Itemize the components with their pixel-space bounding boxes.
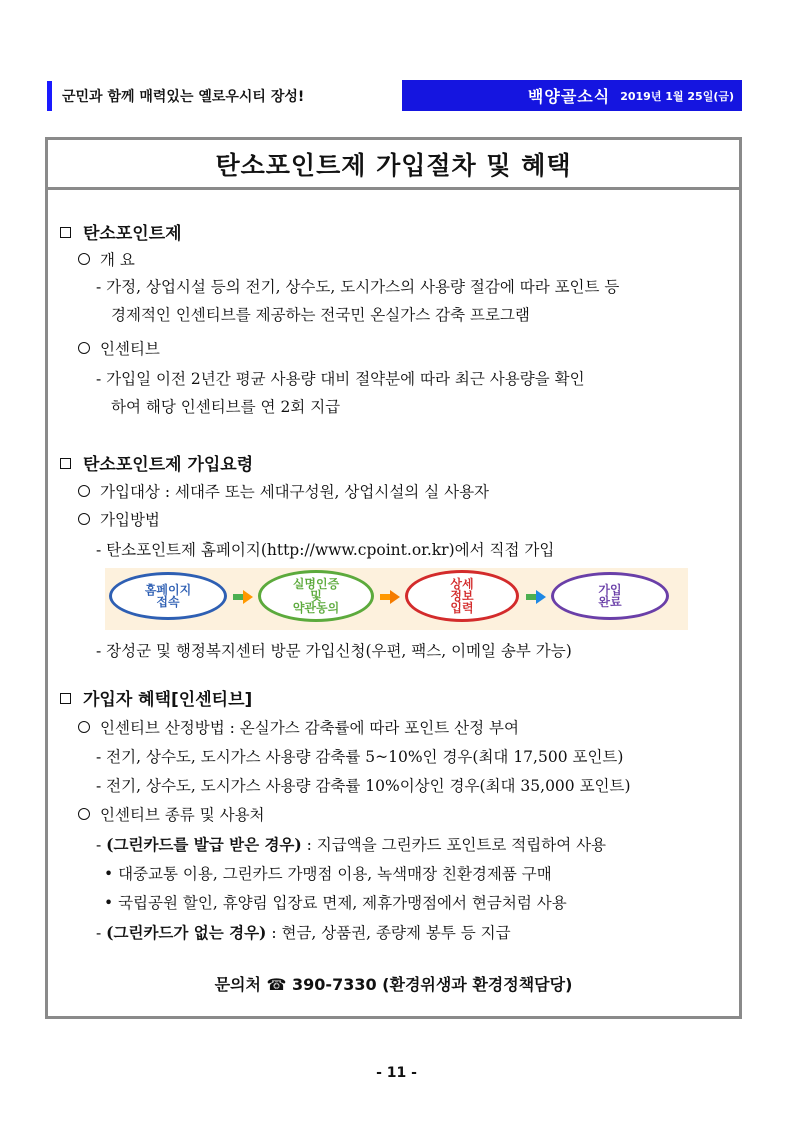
join-online: - 탄소포인트제 홈페이지(http://www.cpoint.or.kr)에서 직접 가입 — [96, 541, 555, 559]
circle-bullet-icon — [78, 342, 90, 354]
join-offline: - 장성군 및 행정복지센터 방문 가입신청(우편, 팩스, 이메일 송부 가능) — [96, 642, 572, 660]
page-title: 탄소포인트제 가입절차 및 혜택 — [215, 150, 572, 180]
benefit-rate-2: - 전기, 상수도, 도시가스 사용량 감축률 10%이상인 경우(최대 35,000 포인트) — [96, 777, 631, 795]
incentive-line-1: - 가입일 이전 2년간 평균 사용량 대비 절약분에 따라 최근 사용량을 확인 — [96, 370, 585, 388]
arrow-right-icon — [380, 589, 400, 608]
benefit-rate-1: - 전기, 상수도, 도시가스 사용량 감축률 5~10%인 경우(최대 17,500 포인트) — [96, 748, 624, 766]
incentive-line-2: 하여 해당 인센티브를 연 2회 지급 — [111, 398, 341, 416]
green-card-bullet-2: • 국립공원 할인, 휴양림 입장료 면제, 제휴가맹점에서 현금처럼 사용 — [104, 894, 567, 912]
join-method: 가입방법 — [78, 508, 160, 530]
green-card-line: - (그린카드를 발급 받은 경우) : 지급액을 그린카드 포인트로 적립하여 사용 — [96, 835, 607, 854]
circle-bullet-icon — [78, 808, 90, 820]
overview-line-2: 경제적인 인센티브를 제공하는 전국민 온실가스 감축 프로그램 — [111, 306, 530, 324]
circle-bullet-icon — [78, 485, 90, 497]
contact-info: 문의처 ☎ 390-7330 (환경위생과 환경정책담당) — [214, 975, 573, 994]
step-details: 상세 정보 입력 — [405, 570, 519, 622]
join-target: 가입대상 : 세대주 또는 세대구성원, 상업시설의 실 사용자 — [78, 480, 489, 502]
no-card-line: - (그린카드가 없는 경우) : 현금, 상품권, 종량제 봉투 등 지급 — [96, 923, 511, 942]
step-homepage: 홈페이지 접속 — [109, 572, 227, 620]
header-publication-banner — [402, 80, 742, 111]
section-heading-join: 탄소포인트제 가입요령 — [60, 450, 253, 475]
arrow-right-icon — [233, 589, 253, 608]
section-heading-carbon-point: 탄소포인트제 — [60, 219, 182, 244]
page-number: - 11 - — [376, 1065, 417, 1081]
header-accent-bar — [47, 81, 52, 111]
square-bullet-icon — [60, 458, 71, 469]
title-row — [48, 140, 739, 190]
arrow-right-icon — [526, 589, 546, 608]
green-card-bullet-1: • 대중교통 이용, 그린카드 가맹점 이용, 녹색매장 친환경제품 구매 — [104, 865, 552, 883]
section-heading-benefits: 가입자 혜택[인센티브] — [60, 685, 252, 710]
square-bullet-icon — [60, 693, 71, 704]
circle-bullet-icon — [78, 253, 90, 265]
benefit-types: 인센티브 종류 및 사용처 — [78, 803, 265, 825]
overview-line-1: - 가정, 상업시설 등의 전기, 상수도, 도시가스의 사용량 절감에 따라 포인트 등 — [96, 278, 620, 296]
circle-bullet-icon — [78, 513, 90, 525]
step-complete: 가입 완료 — [551, 572, 669, 620]
step-verification: 실명인증 및 약관동의 — [258, 570, 374, 622]
item-incentive: 인센티브 — [78, 337, 160, 359]
join-process-flow — [105, 568, 688, 630]
header-slogan: 군민과 함께 매력있는 옐로우시티 장성! — [62, 89, 305, 105]
item-overview: 개 요 — [78, 248, 135, 270]
benefit-method: 인센티브 산정방법 : 온실가스 감축률에 따라 포인트 산정 부여 — [78, 716, 519, 738]
content-box — [45, 137, 742, 1019]
square-bullet-icon — [60, 227, 71, 238]
publication-name: 백양골소식 — [527, 87, 611, 106]
circle-bullet-icon — [78, 721, 90, 733]
publication-date: 2019년 1월 25일(금) — [620, 89, 734, 103]
